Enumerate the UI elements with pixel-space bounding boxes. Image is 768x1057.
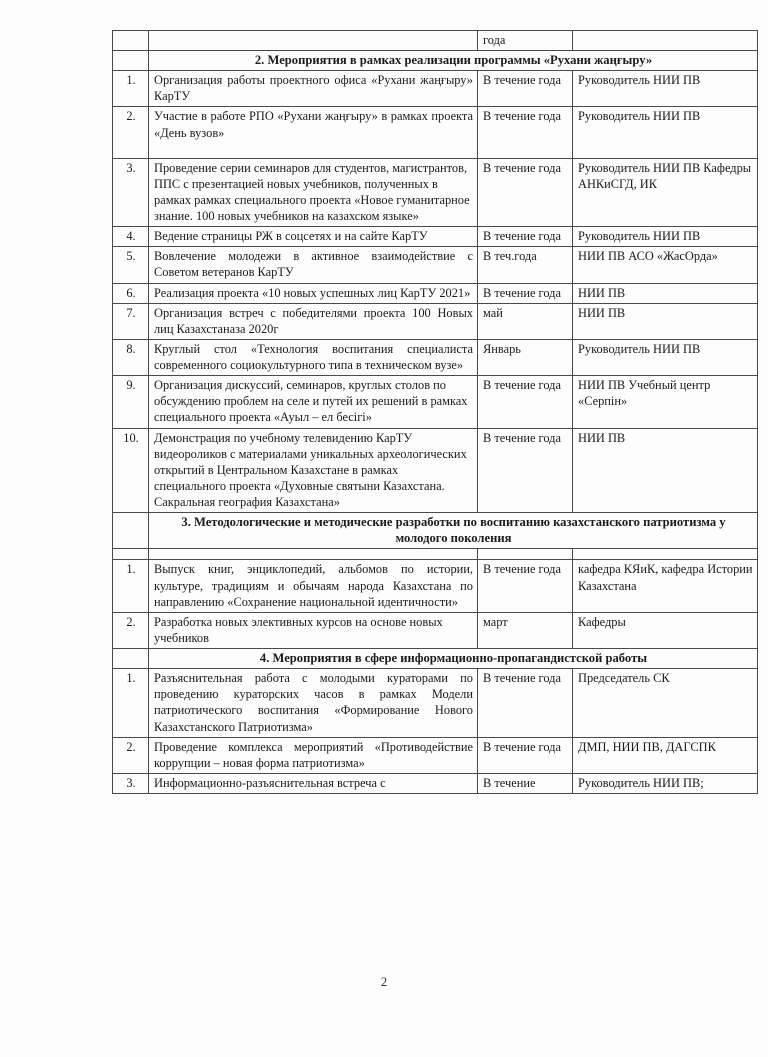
section-heading-text: 4. Мероприятия в сфере информационно-пропагандистской работы [149,649,758,669]
term-cell: Январь [478,339,573,375]
responsible-cell: НИИ ПВ Учебный центр «Серпін» [573,376,758,428]
row-number-cell: 1. [113,669,149,738]
row-number-cell: 2. [113,737,149,773]
responsible-cell: НИИ ПВ АСО «ЖасОрда» [573,247,758,283]
row-number-cell: 4. [113,227,149,247]
term-cell: В течение [478,773,573,793]
responsible-cell: Председатель СК [573,669,758,738]
row-number-cell: 9. [113,376,149,428]
page-number: 2 [380,975,388,989]
activity-cell [149,31,478,51]
term-cell: года [478,31,573,51]
responsible-cell: кафедра КЯиК, кафедра Истории Казахстана [573,560,758,612]
table-row [113,247,758,283]
term-cell: май [478,303,573,339]
term-cell: В течение года [478,737,573,773]
table-row [113,339,758,375]
activity-cell: Разработка новых элективных курсов на основе новых учебников [149,612,478,648]
table-spacer-row [113,549,758,560]
table-row [113,107,758,158]
activity-cell: Выпуск книг, энциклопедий, альбомов по истории, культуре, традициям и обычаям народа Казахстана по направлению «Сохранение национальной идентичности» [149,560,478,612]
activity-cell: Круглый стол «Технология воспитания специалиста современного социокультурного типа в техническом вузе» [149,339,478,375]
responsible-cell [573,31,758,51]
responsible-cell: НИИ ПВ [573,428,758,513]
responsible-cell: Руководитель НИИ ПВ [573,339,758,375]
activity-cell: Реализация проекта «10 новых успешных лиц КарТУ 2021» [149,283,478,303]
activity-cell: Организация работы проектного офиса «Рухани жаңғыру» КарТУ [149,71,478,107]
table-row [113,428,758,513]
responsible-cell: Руководитель НИИ ПВ [573,227,758,247]
row-number-cell: 1. [113,560,149,612]
activity-cell: Проведение серии семинаров для студентов, магистрантов, ППС с презентацией новых учебников, полученных в рамках рамках специального проекта «Новое гуманитарное знание. 100 новых учебников на казахском языке» [149,158,478,227]
responsible-cell: Руководитель НИИ ПВ [573,71,758,107]
table-row [113,773,758,793]
table-container [112,30,757,794]
responsible-cell: Кафедры [573,612,758,648]
row-number-cell: 7. [113,303,149,339]
term-cell: В течение года [478,669,573,738]
responsible-cell: НИИ ПВ [573,283,758,303]
activity-cell: Информационно-разъяснительная встреча с [149,773,478,793]
row-number-cell: 2. [113,107,149,158]
term-cell: В течение года [478,283,573,303]
activity-cell: Организация дискуссий, семинаров, круглых столов по обсуждению проблем на селе и путей их решений в рамках специального проекта «Ауыл – ел бесігі» [149,376,478,428]
term-cell: В течение года [478,107,573,158]
section-heading-row [113,51,758,71]
section-heading-number-cell [113,513,149,549]
row-number-cell: 10. [113,428,149,513]
term-cell: В теч.года [478,247,573,283]
table-row [113,71,758,107]
term-cell: В течение года [478,158,573,227]
cell-padding-line [154,141,473,156]
table-row [113,669,758,738]
section-heading-number-cell [113,649,149,669]
activity-cell: Вовлечение молодежи в активное взаимодействие с Советом ветеранов КарТУ [149,247,478,283]
activity-cell: Проведение комплекса мероприятий «Противодействие коррупции – новая форма патриотизма» [149,737,478,773]
term-cell: В течение года [478,376,573,428]
section-heading-text: 3. Методологические и методические разработки по воспитанию казахстанского патриотизма у молодого поколения [149,513,758,549]
responsible-cell: Руководитель НИИ ПВ; [573,773,758,793]
row-number-cell: 8. [113,339,149,375]
table-row [113,612,758,648]
spacer-cell [573,549,758,560]
term-cell: март [478,612,573,648]
activity-cell: Участие в работе РПО «Рухани жаңғыру» в рамках проекта «День вузов» [149,107,478,158]
table-row [113,227,758,247]
term-cell: В течение года [478,428,573,513]
row-number-cell: 5. [113,247,149,283]
table-row [113,737,758,773]
term-cell: В течение года [478,71,573,107]
table-row [113,376,758,428]
table-row [113,283,758,303]
activity-cell: Демонстрация по учебному телевидению КарТУ видеороликов с материалами уникальных археологических открытий в Центральном Казахстане в рамках специального проекта «Духовные святыни Казахстана. Сакральная география Казахстана» [149,428,478,513]
activity-cell: Разъяснительная работа с молодыми кураторами по проведению кураторских часов в рамках Модели патриотического воспитания «Формирование Нового Казахстанского Патриотизма» [149,669,478,738]
table-row [113,560,758,612]
table-row [113,158,758,227]
section-heading-text: 2. Мероприятия в рамках реализации программы «Рухани жаңғыру» [149,51,758,71]
term-cell: В течение года [478,560,573,612]
section-heading-number-cell [113,51,149,71]
spacer-cell [113,549,149,560]
row-number-cell [113,31,149,51]
section-heading-row [113,513,758,549]
table-row-continued [113,31,758,51]
responsible-cell: НИИ ПВ [573,303,758,339]
term-cell: В течение года [478,227,573,247]
row-number-cell: 3. [113,773,149,793]
activity-cell: Ведение страницы РЖ в соцсетях и на сайте КарТУ [149,227,478,247]
activities-table [112,30,758,794]
section-heading-row [113,649,758,669]
responsible-cell: Руководитель НИИ ПВ [573,107,758,158]
activity-cell: Организация встреч с победителями проекта 100 Новых лиц Казахстаназа 2020г [149,303,478,339]
row-number-cell: 6. [113,283,149,303]
row-number-cell: 3. [113,158,149,227]
responsible-cell: Руководитель НИИ ПВ Кафедры АНКиСГД, ИК [573,158,758,227]
responsible-cell: ДМП, НИИ ПВ, ДАГСПК [573,737,758,773]
table-row [113,303,758,339]
row-number-cell: 1. [113,71,149,107]
row-number-cell: 2. [113,612,149,648]
spacer-cell [478,549,573,560]
spacer-cell [149,549,478,560]
